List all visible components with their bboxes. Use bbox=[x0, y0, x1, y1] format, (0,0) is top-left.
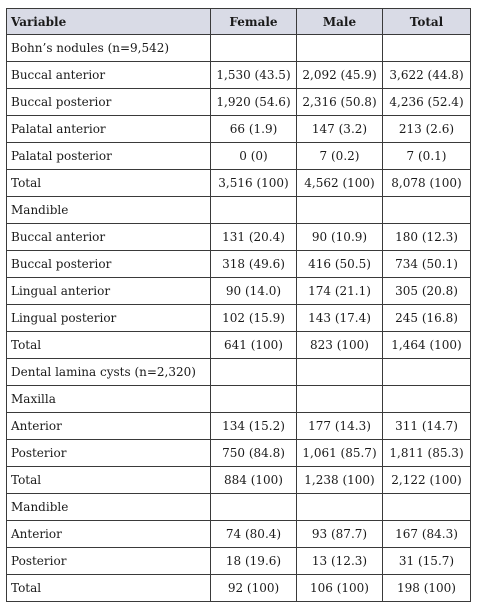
cell-male: 90 (10.9) bbox=[297, 224, 383, 251]
row-label: Buccal posterior bbox=[7, 251, 211, 278]
table-row bbox=[7, 35, 471, 62]
header-female: Female bbox=[211, 9, 297, 35]
cell-male bbox=[297, 494, 383, 521]
table-header bbox=[7, 9, 471, 35]
cell-male: 1,238 (100) bbox=[297, 467, 383, 494]
table-row bbox=[7, 332, 471, 359]
cell-female: 1,920 (54.6) bbox=[211, 89, 297, 116]
row-label: Dental lamina cysts (n=2,320) bbox=[7, 359, 211, 386]
table-container bbox=[6, 8, 471, 602]
row-label: Palatal anterior bbox=[7, 116, 211, 143]
table-row bbox=[7, 359, 471, 386]
cell-male: 177 (14.3) bbox=[297, 413, 383, 440]
row-label: Anterior bbox=[7, 521, 211, 548]
cell-total: 8,078 (100) bbox=[383, 170, 471, 197]
cell-female: 134 (15.2) bbox=[211, 413, 297, 440]
cell-male: 13 (12.3) bbox=[297, 548, 383, 575]
cell-female bbox=[211, 35, 297, 62]
row-label: Lingual anterior bbox=[7, 278, 211, 305]
cell-female: 18 (19.6) bbox=[211, 548, 297, 575]
cell-total: 213 (2.6) bbox=[383, 116, 471, 143]
cell-female: 74 (80.4) bbox=[211, 521, 297, 548]
table-body bbox=[7, 35, 471, 602]
table-row bbox=[7, 386, 471, 413]
row-label: Total bbox=[7, 170, 211, 197]
cell-male: 106 (100) bbox=[297, 575, 383, 602]
cell-female: 641 (100) bbox=[211, 332, 297, 359]
row-label: Buccal posterior bbox=[7, 89, 211, 116]
cell-female: 92 (100) bbox=[211, 575, 297, 602]
row-label: Mandible bbox=[7, 494, 211, 521]
cell-total: 7 (0.1) bbox=[383, 143, 471, 170]
table-row bbox=[7, 89, 471, 116]
cell-male bbox=[297, 359, 383, 386]
row-label: Total bbox=[7, 575, 211, 602]
cell-total: 31 (15.7) bbox=[383, 548, 471, 575]
cell-total: 167 (84.3) bbox=[383, 521, 471, 548]
cell-total: 180 (12.3) bbox=[383, 224, 471, 251]
cell-female: 318 (49.6) bbox=[211, 251, 297, 278]
cell-female bbox=[211, 359, 297, 386]
row-label: Bohn’s nodules (n=9,542) bbox=[7, 35, 211, 62]
cell-female: 102 (15.9) bbox=[211, 305, 297, 332]
cell-total bbox=[383, 35, 471, 62]
cell-male: 174 (21.1) bbox=[297, 278, 383, 305]
table-row bbox=[7, 143, 471, 170]
cell-male: 2,316 (50.8) bbox=[297, 89, 383, 116]
table-row bbox=[7, 548, 471, 575]
row-label: Lingual posterior bbox=[7, 305, 211, 332]
cell-total bbox=[383, 386, 471, 413]
row-label: Total bbox=[7, 467, 211, 494]
cell-total: 4,236 (52.4) bbox=[383, 89, 471, 116]
cell-total: 734 (50.1) bbox=[383, 251, 471, 278]
table-row bbox=[7, 62, 471, 89]
cell-total bbox=[383, 197, 471, 224]
cell-total: 2,122 (100) bbox=[383, 467, 471, 494]
row-label: Palatal posterior bbox=[7, 143, 211, 170]
table-row bbox=[7, 170, 471, 197]
row-label: Maxilla bbox=[7, 386, 211, 413]
cell-male: 1,061 (85.7) bbox=[297, 440, 383, 467]
cell-male: 4,562 (100) bbox=[297, 170, 383, 197]
table-row bbox=[7, 521, 471, 548]
cell-female: 3,516 (100) bbox=[211, 170, 297, 197]
cell-female: 0 (0) bbox=[211, 143, 297, 170]
row-label: Posterior bbox=[7, 440, 211, 467]
row-label: Buccal anterior bbox=[7, 62, 211, 89]
cell-male: 143 (17.4) bbox=[297, 305, 383, 332]
cell-total bbox=[383, 359, 471, 386]
table-row bbox=[7, 197, 471, 224]
table-row bbox=[7, 251, 471, 278]
cell-total: 1,811 (85.3) bbox=[383, 440, 471, 467]
row-label: Posterior bbox=[7, 548, 211, 575]
cell-female: 884 (100) bbox=[211, 467, 297, 494]
header-total: Total bbox=[383, 9, 471, 35]
table-row bbox=[7, 224, 471, 251]
table-row bbox=[7, 116, 471, 143]
cell-male: 93 (87.7) bbox=[297, 521, 383, 548]
cell-male bbox=[297, 197, 383, 224]
row-label: Mandible bbox=[7, 197, 211, 224]
row-label: Anterior bbox=[7, 413, 211, 440]
cell-total: 305 (20.8) bbox=[383, 278, 471, 305]
row-label: Buccal anterior bbox=[7, 224, 211, 251]
cell-total bbox=[383, 494, 471, 521]
row-label: Total bbox=[7, 332, 211, 359]
table-row bbox=[7, 575, 471, 602]
data-table bbox=[6, 8, 471, 602]
table-row bbox=[7, 413, 471, 440]
cell-male: 823 (100) bbox=[297, 332, 383, 359]
cell-male: 2,092 (45.9) bbox=[297, 62, 383, 89]
header-male: Male bbox=[297, 9, 383, 35]
cell-female: 90 (14.0) bbox=[211, 278, 297, 305]
cell-total: 3,622 (44.8) bbox=[383, 62, 471, 89]
cell-male: 416 (50.5) bbox=[297, 251, 383, 278]
cell-male bbox=[297, 386, 383, 413]
cell-female: 1,530 (43.5) bbox=[211, 62, 297, 89]
cell-total: 1,464 (100) bbox=[383, 332, 471, 359]
cell-total: 198 (100) bbox=[383, 575, 471, 602]
cell-female bbox=[211, 197, 297, 224]
cell-female bbox=[211, 386, 297, 413]
cell-female: 750 (84.8) bbox=[211, 440, 297, 467]
cell-male: 147 (3.2) bbox=[297, 116, 383, 143]
cell-female bbox=[211, 494, 297, 521]
header-variable: Variable bbox=[7, 9, 211, 35]
cell-female: 66 (1.9) bbox=[211, 116, 297, 143]
cell-male bbox=[297, 35, 383, 62]
table-row bbox=[7, 278, 471, 305]
cell-total: 245 (16.8) bbox=[383, 305, 471, 332]
cell-female: 131 (20.4) bbox=[211, 224, 297, 251]
table-row bbox=[7, 467, 471, 494]
cell-male: 7 (0.2) bbox=[297, 143, 383, 170]
table-row bbox=[7, 494, 471, 521]
table-row bbox=[7, 305, 471, 332]
cell-total: 311 (14.7) bbox=[383, 413, 471, 440]
table-row bbox=[7, 440, 471, 467]
header-row bbox=[7, 9, 471, 35]
